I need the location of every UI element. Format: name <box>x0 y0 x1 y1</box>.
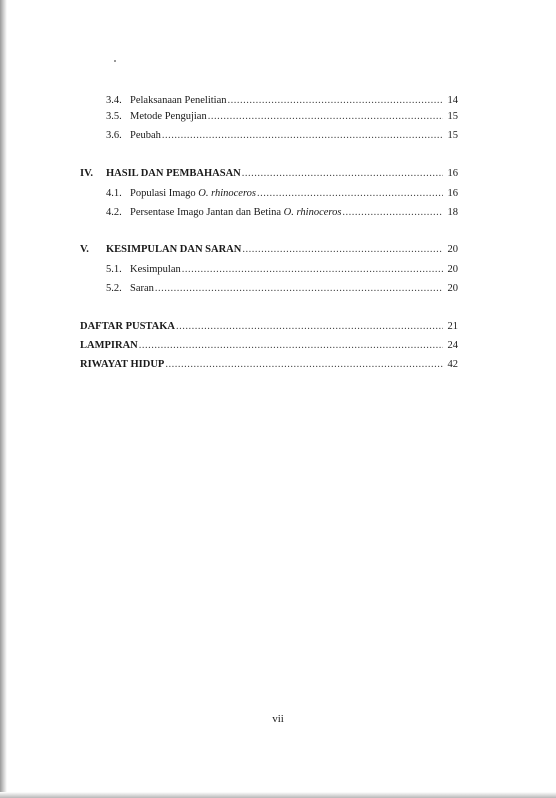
toc-page: 20 <box>447 283 458 294</box>
toc-title: LAMPIRAN <box>80 340 138 351</box>
toc-page: 14 <box>447 95 458 106</box>
toc-title: Peubah <box>130 130 161 141</box>
toc-number: 4.2. <box>106 207 122 218</box>
toc-leader <box>155 282 443 295</box>
toc-number: IV. <box>80 168 93 179</box>
toc-page: 20 <box>447 244 458 255</box>
toc-title-text: Populasi Imago <box>130 188 196 199</box>
toc-leader <box>228 94 443 107</box>
toc-riwayat-hidup <box>80 358 458 371</box>
toc-entry-3-4 <box>106 94 458 107</box>
toc-title: Kesimpulan <box>130 264 181 275</box>
toc-title <box>130 187 256 200</box>
toc-title: Metode Pengujian <box>130 111 207 122</box>
toc-chapter-v <box>80 243 458 256</box>
toc-page: 18 <box>447 207 458 218</box>
toc-leader <box>165 358 443 371</box>
toc-entry-3-6 <box>106 129 458 142</box>
toc-leader <box>257 187 443 200</box>
toc-leader <box>342 206 443 219</box>
toc-entry-4-1 <box>106 187 458 200</box>
toc-leader <box>242 243 443 256</box>
toc-chapter-iv <box>80 167 458 180</box>
toc-entry-5-1 <box>106 263 458 276</box>
scan-edge-shadow <box>0 0 7 798</box>
scan-bottom-shadow <box>0 792 556 798</box>
scan-speck <box>114 60 116 62</box>
toc-number: 3.4. <box>106 95 122 106</box>
toc-entry-4-2 <box>106 206 458 219</box>
toc-daftar-pustaka <box>80 320 458 333</box>
toc-title <box>130 206 341 219</box>
toc-number: 3.5. <box>106 111 122 122</box>
toc-title: DAFTAR PUSTAKA <box>80 321 175 332</box>
toc-title-species: O. rhinoceros <box>198 188 256 199</box>
toc-page: 15 <box>447 111 458 122</box>
toc-title-text: Persentase Imago Jantan dan Betina <box>130 207 282 218</box>
toc-page: 16 <box>447 168 458 179</box>
toc-title: Saran <box>130 283 154 294</box>
toc-leader <box>182 263 443 276</box>
page-number: vii <box>272 713 284 725</box>
toc-entry-5-2 <box>106 282 458 295</box>
toc-page: 16 <box>447 188 458 199</box>
toc-number: 5.2. <box>106 283 122 294</box>
toc-number: 3.6. <box>106 130 122 141</box>
toc-title: RIWAYAT HIDUP <box>80 359 165 370</box>
toc-leader <box>242 167 443 180</box>
toc-number: 5.1. <box>106 264 122 275</box>
toc-page: 20 <box>447 264 458 275</box>
toc-entry-3-5 <box>106 110 458 123</box>
toc-leader <box>176 320 443 333</box>
toc-title: KESIMPULAN DAN SARAN <box>106 244 242 255</box>
toc-title: Pelaksanaan Penelitian <box>130 95 227 106</box>
toc-lampiran <box>80 339 458 352</box>
toc-page: 21 <box>447 321 458 332</box>
toc-page: 24 <box>447 340 458 351</box>
toc-number: 4.1. <box>106 188 122 199</box>
toc-page: 15 <box>447 130 458 141</box>
toc-leader <box>208 110 443 123</box>
toc-leader <box>162 129 443 142</box>
toc-number: V. <box>80 244 89 255</box>
toc-title-species: O. rhinoceros <box>283 207 342 218</box>
toc-leader <box>139 339 443 352</box>
toc-title: HASIL DAN PEMBAHASAN <box>106 168 241 179</box>
toc-page: 42 <box>447 359 458 370</box>
